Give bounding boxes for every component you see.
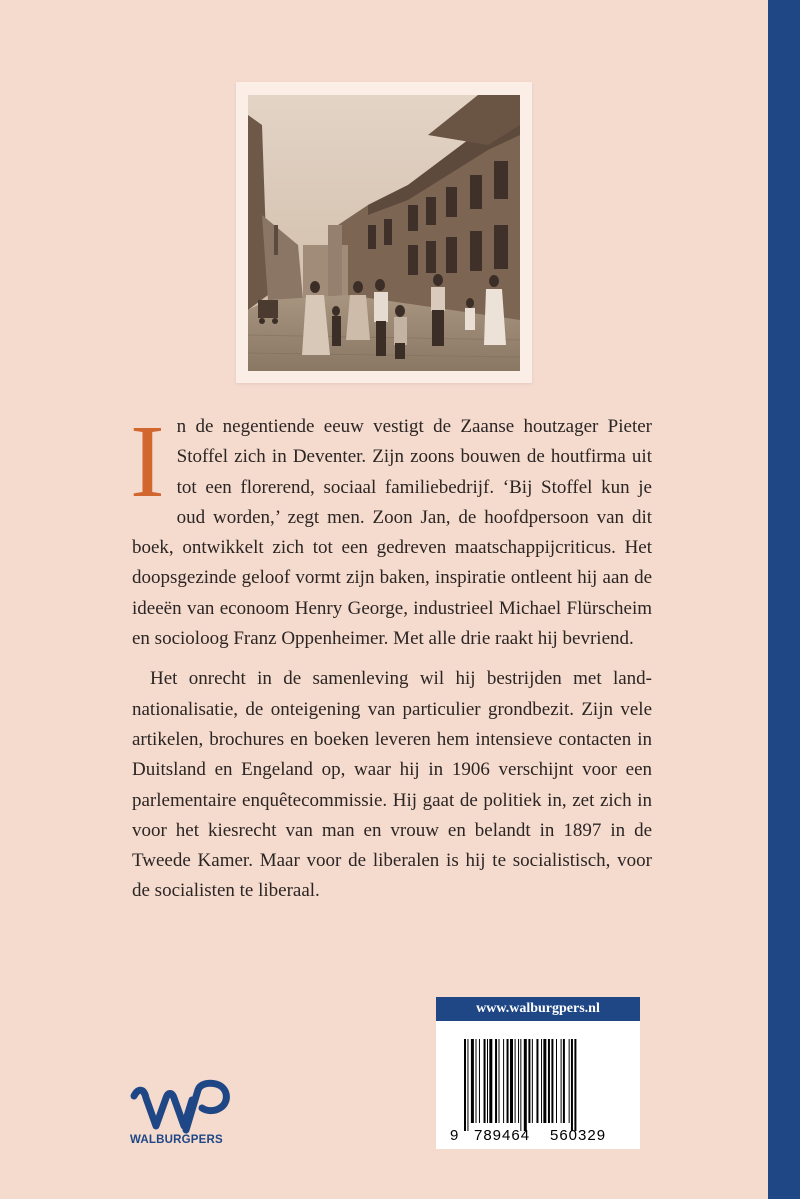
barcode-bar: [489, 1039, 492, 1123]
barcode-bar: [561, 1039, 562, 1123]
barcode-bar: [520, 1039, 521, 1131]
barcode-bar: [574, 1039, 576, 1131]
isbn-digits: [436, 1127, 640, 1147]
book-spine: [768, 0, 800, 1199]
barcode-bar: [528, 1039, 530, 1123]
barcode-bar: [556, 1039, 557, 1123]
barcode-bar: [471, 1039, 474, 1123]
barcode-bar: [510, 1039, 513, 1123]
barcode-bar: [495, 1039, 497, 1123]
barcode-bar: [563, 1039, 565, 1123]
barcode-bar: [541, 1039, 542, 1123]
barcode-bar: [551, 1039, 553, 1123]
barcode-bar: [548, 1039, 550, 1123]
drop-cap: I: [130, 404, 165, 519]
publisher-name: WALBURGPERS: [130, 1134, 223, 1146]
barcode-bar: [543, 1039, 546, 1123]
barcode-bar: [507, 1039, 509, 1123]
barcode-bar: [499, 1039, 500, 1123]
barcode-bar: [476, 1039, 477, 1123]
barcode-bar: [479, 1039, 480, 1123]
barcode-bar: [464, 1039, 466, 1131]
barcode-bar: [515, 1039, 516, 1123]
blurb-paragraph-1-text: n de negentiende eeuw vestigt de Zaanse houtzager Pieter Stoffel zich in Deventer. Zijn zoons bouwen de houtfirma uit tot een florerend, sociaal familiebedrijf. ‘Bij Stoffel kun je oud worden,’ zegt men. Zoon Jan, de hoofdpersoon van dit boek, ontwikkelt zich tot een gedreven maatschappijcriticus. Het doopsgezinde geloof vormt zijn baken, inspiratie ontleent hij aan de ideeën van econoom Henry George, industrieel Michael Flürscheim en socioloog Franz Oppenheimer. Met alle drie raakt hij bevriend.: [132, 416, 652, 650]
barcode-bar: [467, 1039, 468, 1131]
barcode-bar: [532, 1039, 533, 1123]
sepia-street-photo-icon: [248, 95, 520, 371]
isbn-group-1: 789464: [474, 1127, 531, 1144]
barcode-bar: [524, 1039, 527, 1131]
barcode-bar: [518, 1039, 519, 1123]
isbn-group-2: 560329: [550, 1127, 607, 1144]
barcode-bar: [503, 1039, 504, 1123]
street-photo: [248, 95, 520, 371]
barcode-bar: [536, 1039, 538, 1123]
barcode-bar: [484, 1039, 486, 1123]
isbn-first-digit: 9: [450, 1127, 460, 1144]
blurb-paragraph-1: [130, 404, 652, 654]
barcode-bar: [487, 1039, 488, 1123]
barcode-bar: [571, 1039, 573, 1131]
walburgpers-wp-logo-icon: [128, 1078, 238, 1158]
barcode-bar: [569, 1039, 570, 1123]
back-cover-blurb: [130, 404, 652, 907]
isbn-barcode: [436, 1021, 640, 1149]
photo-frame: [236, 82, 532, 383]
publisher-url[interactable]: www.walburgpers.nl: [436, 997, 640, 1021]
blurb-paragraph-2: Het onrecht in de samenleving wil hij bestrijden met landnationalisatie, de onteigening van particulier grondbezit. Zijn vele artikelen, brochures en boeken leveren hem intensieve contacten in Duitsland en Engeland op, waar hij in 1906 verschijnt voor een parlementaire enquêtecommissie. Hij gaat de politiek in, zet zich in voor het kiesrecht van man en vrouw en belandt in 1897 in de Tweede Kamer. Maar voor de liberalen is hij te socialistisch, voor de socialisten te liberaal.: [132, 668, 652, 902]
